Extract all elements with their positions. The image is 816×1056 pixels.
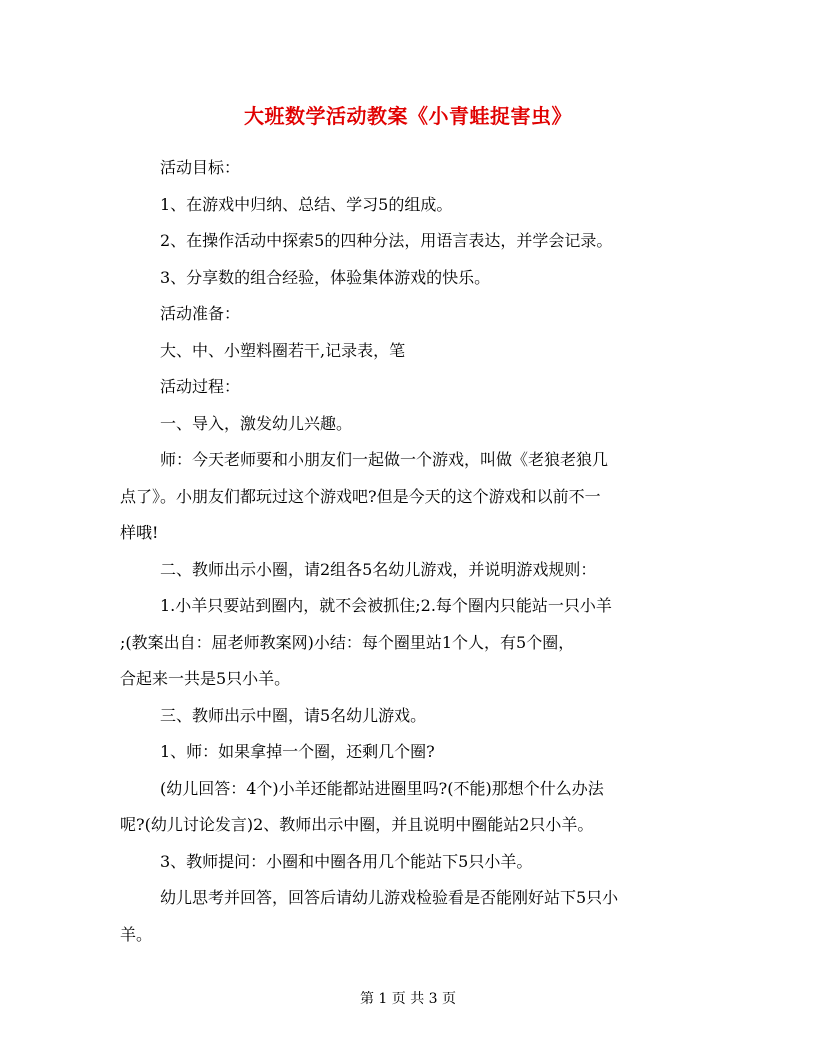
paragraph: 活动准备： bbox=[160, 304, 241, 323]
paragraph: 3、教师提问：小圈和中圈各用几个能站下5只小羊。 bbox=[160, 851, 533, 871]
document-body bbox=[120, 150, 700, 953]
paragraph: 幼儿思考并回答，回答后请幼儿游戏检验看是否能刚好站下5只小 羊。 bbox=[120, 888, 619, 944]
paragraph: 一、导入，激发幼儿兴趣。 bbox=[160, 413, 353, 433]
paragraph: 1、师：如果拿掉一个圈，还剩几个圈? bbox=[160, 742, 435, 761]
document-title: 大班数学活动教案《小青蛙捉害虫》 bbox=[244, 104, 572, 128]
paragraph: 1.小羊只要站到圈内，就不会被抓住;2.每个圈内只能站一只小羊 ;(教案出自：屈老师教案网)小结：每个圈里站1个人，有5个圈， 合起来一共是5只小羊。 bbox=[120, 596, 612, 688]
page-footer: 第 1 页 共 3 页 bbox=[359, 991, 457, 1007]
paragraph: 活动过程： bbox=[160, 377, 241, 396]
paragraph: 2、在操作活动中探索5的四种分法，用语言表达，并学会记录。 bbox=[160, 231, 613, 250]
paragraph: 师：今天老师要和小朋友们一起做一个游戏，叫做《老狼老狼几 点了》。小朋友们都玩过这个游戏吧?但是今天的这个游戏和以前不一 样哦! bbox=[120, 450, 609, 542]
paragraph: (幼儿回答：4个)小羊还能都站进圈里吗?(不能)那想个什么办法 呢?(幼儿讨论发言)2、教师出示中圈，并且说明中圈能站2只小羊。 bbox=[120, 778, 604, 834]
paragraph: 活动目标： bbox=[160, 158, 241, 177]
paragraph: 3、分享数的组合经验，体验集体游戏的快乐。 bbox=[160, 267, 491, 287]
paragraph: 大、中、小塑料圈若干,记录表，笔 bbox=[160, 340, 406, 360]
paragraph: 1、在游戏中归纳、总结、学习5的组成。 bbox=[160, 194, 453, 214]
paragraph: 三、教师出示中圈，请5名幼儿游戏。 bbox=[160, 705, 427, 725]
paragraph: 二、教师出示小圈，请2组各5名幼儿游戏，并说明游戏规则： bbox=[160, 559, 597, 579]
